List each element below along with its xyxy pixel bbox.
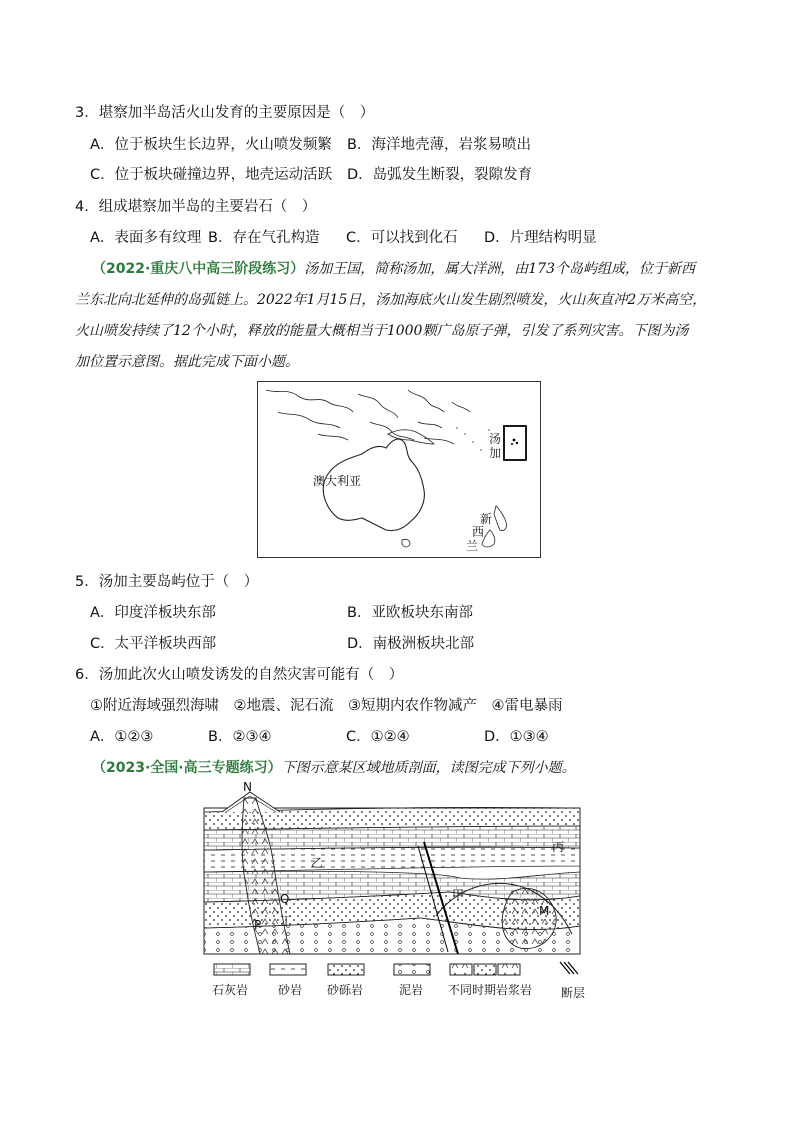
- section-label-p: P: [254, 918, 262, 932]
- section-label-n: N: [243, 780, 252, 794]
- q4-option-a: A．表面多有纹理: [90, 230, 202, 246]
- q3-option-c: C．位于板块碰撞边界，地壳运动活跃: [90, 167, 333, 183]
- q4-option-b: B．存在气孔构造: [208, 230, 320, 246]
- section-label-m: M: [539, 904, 550, 918]
- q3-option-b: B．海洋地壳薄，岩浆易喷出: [347, 137, 531, 153]
- q4-option-c: C．可以找到化石: [346, 230, 458, 246]
- passage1-line1: [92, 258, 695, 278]
- q6-option-d: D．①③④: [484, 729, 549, 745]
- q3-option-a: A．位于板块生长边界，火山喷发频繁: [90, 137, 332, 153]
- q3-option-d: D．岛弧发生断裂，裂隙发育: [347, 167, 533, 183]
- q5-stem: 5．汤加主要岛屿位于（ ）: [75, 574, 259, 590]
- section-label-jia: 甲: [452, 888, 465, 902]
- map-label-australia: 澳大利亚: [313, 474, 362, 488]
- passage2-line: [92, 757, 576, 777]
- section-label-ding: 丁: [280, 914, 293, 928]
- passage2-text: 下图示意某区域地质剖面，读图完成下列小题。: [281, 760, 576, 776]
- legend-mudstone: 泥岩: [399, 983, 424, 997]
- legend-sandstone: 砂岩: [278, 983, 303, 997]
- map-drawing: [258, 382, 540, 557]
- legend-limestone: 石灰岩: [212, 983, 249, 997]
- map-label-nz-1: 新: [480, 512, 493, 526]
- q6-option-b: B．②③④: [208, 729, 272, 745]
- map-label-tonga-2: 加: [489, 446, 502, 460]
- legend-fault: 断层: [561, 986, 586, 1000]
- map-label-tonga-1: 汤: [489, 432, 502, 446]
- q6-stem: 6．汤加此次火山喷发诱发的自然灾害可能有（ ）: [75, 667, 404, 683]
- legend-magma: 不同时期岩浆岩: [448, 983, 533, 997]
- q6-items: ①附近海域强烈海啸 ②地震、泥石流 ③短期内农作物减产 ④雷电暴雨: [90, 698, 563, 714]
- q6-option-a: A．①②③: [90, 729, 154, 745]
- q4-stem: 4．组成堪察加半岛的主要岩石（ ）: [75, 199, 317, 215]
- legend-conglomerate: 砂砾岩: [327, 983, 364, 997]
- section-label-yi: 乙: [311, 856, 324, 870]
- passage1-line4: 加位置示意图。据此完成下面小题。: [75, 354, 299, 370]
- q5-option-b: B．亚欧板块东南部: [347, 605, 473, 621]
- tonga-location-map: [257, 381, 541, 558]
- map-label-nz-2: 西: [472, 525, 485, 539]
- q5-option-a: A．印度洋板块东部: [90, 605, 216, 621]
- section-label-bing: 丙: [552, 840, 565, 854]
- passage1-source: （2022·重庆八中高三阶段练习）: [92, 261, 305, 277]
- passage1-text1: 汤加王国，简称汤加，属大洋洲，由173个岛屿组成，位于新西: [304, 261, 696, 277]
- q5-option-d: D．南极洲板块北部: [347, 636, 475, 652]
- q6-option-c: C．①②④: [346, 729, 410, 745]
- passage1-line3: 火山喷发持续了12个小时，释放的能量大概相当于1000颗广岛原子弹，引发了系列灾害。下图为汤: [75, 323, 689, 339]
- q3-stem: 3．堪察加半岛活火山发育的主要原因是（ ）: [75, 105, 375, 121]
- map-label-nz-3: 兰: [466, 539, 479, 553]
- section-label-q: Q: [280, 892, 290, 906]
- tonga-box: [504, 426, 526, 460]
- q5-option-c: C．太平洋板块西部: [90, 636, 217, 652]
- passage1-line2: 兰东北向北延伸的岛弧链上。2022年1月15日，汤加海底火山发生剧烈喷发，火山灰直冲2万米高空，: [75, 292, 707, 308]
- passage2-source: （2023·全国·高三专题练习）: [92, 760, 282, 776]
- q4-option-d: D．片理结构明显: [484, 230, 597, 246]
- geologic-section-figure: [200, 780, 595, 1006]
- legend-swatches: [200, 960, 595, 980]
